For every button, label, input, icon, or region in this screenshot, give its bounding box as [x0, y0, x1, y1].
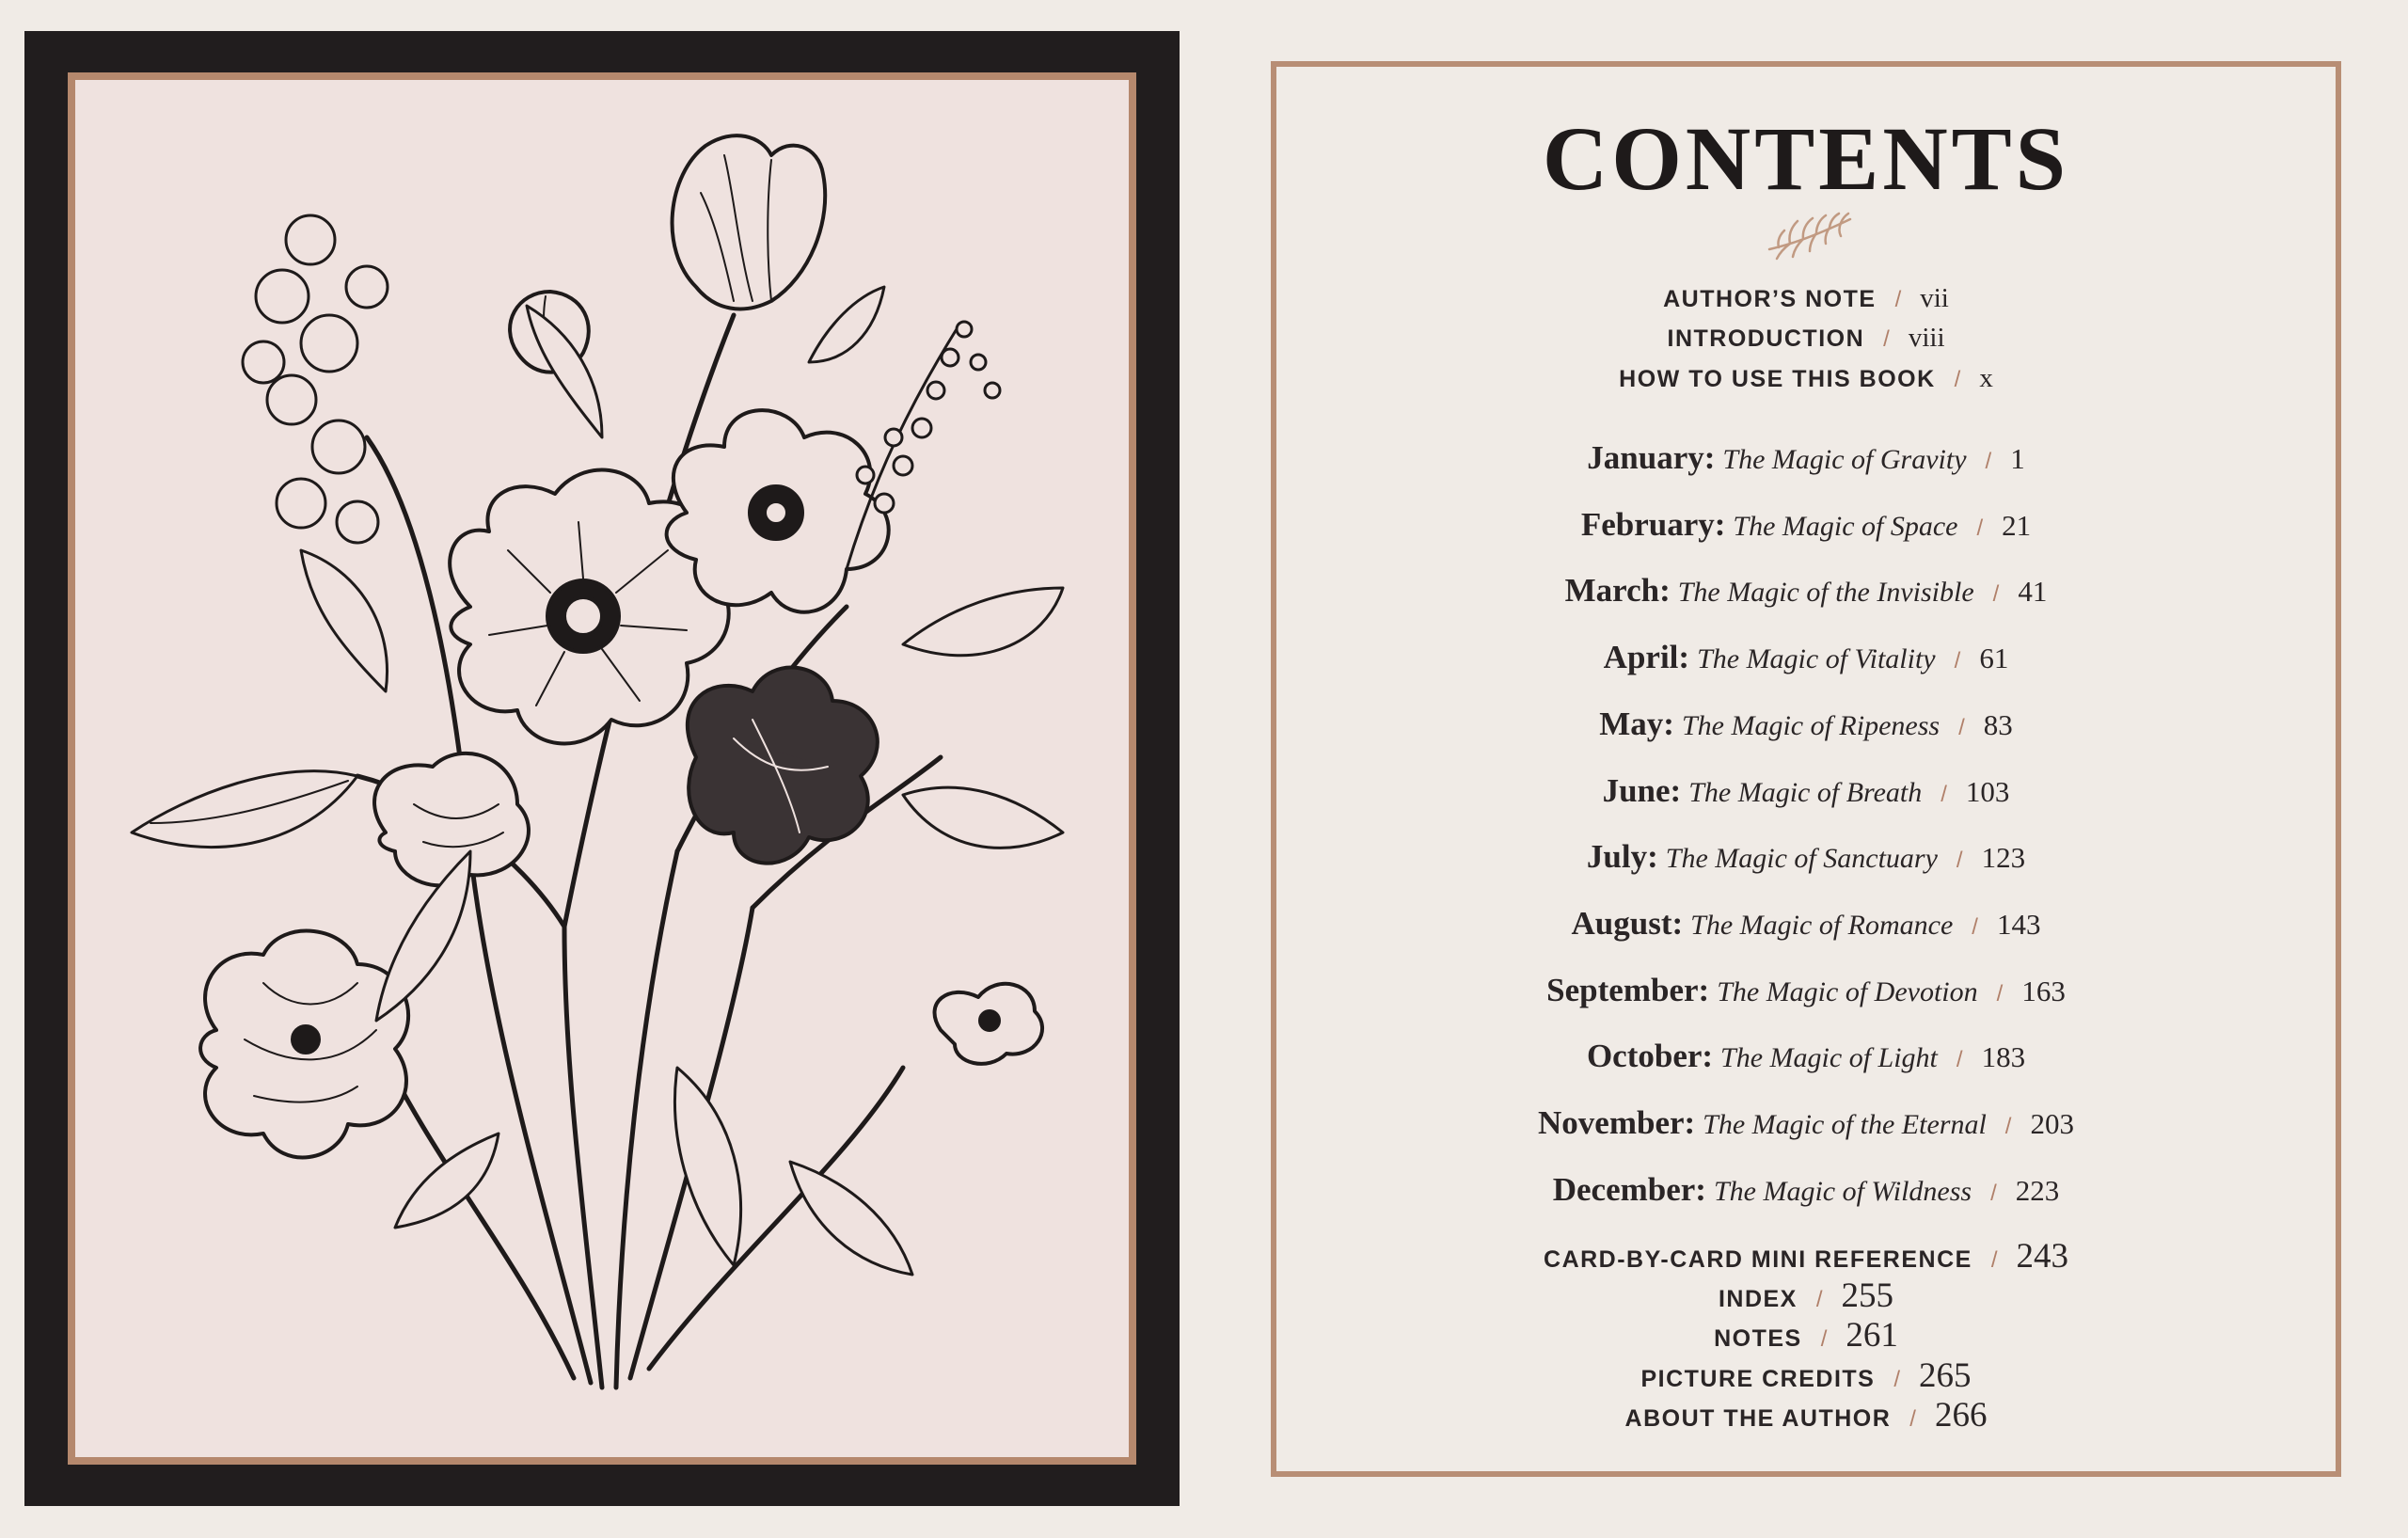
chapter-title: The Magic of Ripeness — [1681, 709, 1941, 741]
toc-separator: / — [1976, 515, 1984, 541]
peony — [200, 931, 408, 1158]
toc-page-number: 261 — [1846, 1316, 1898, 1355]
toc-page-number: 255 — [1841, 1276, 1894, 1315]
toc-entry[interactable] — [1276, 1236, 2336, 1276]
chapter-title: The Magic of Vitality — [1697, 643, 1936, 675]
chapter-title: The Magic of Sanctuary — [1665, 843, 1938, 875]
chapter-month: January: — [1587, 439, 1716, 476]
chapter-month: February: — [1580, 505, 1726, 543]
toc-chapter-entry[interactable] — [1276, 439, 2336, 477]
toc-entry-label: AUTHOR’S NOTE — [1663, 286, 1877, 312]
toc-page-number: 266 — [1934, 1396, 1988, 1435]
toc-entry-label: CARD-BY-CARD MINI REFERENCE — [1544, 1246, 1972, 1273]
chapter-month: March: — [1564, 572, 1671, 610]
contents-page — [1271, 61, 2341, 1477]
toc-entry[interactable] — [1276, 283, 2336, 314]
toc-entry[interactable] — [1276, 363, 2336, 394]
chapter-title: The Magic of the Invisible — [1677, 577, 1974, 609]
toc-separator: / — [1883, 326, 1890, 352]
toc-page-number: 143 — [1996, 907, 2041, 941]
toc-chapter-entry[interactable] — [1276, 905, 2336, 943]
chapter-month: November: — [1538, 1104, 1696, 1141]
chapter-title: The Magic of the Eternal — [1703, 1109, 1987, 1140]
rose-left — [374, 753, 529, 885]
toc-page-number: vii — [1920, 283, 1949, 313]
chapter-title: The Magic of Space — [1733, 510, 1958, 542]
toc-entry-label: ABOUT THE AUTHOR — [1624, 1405, 1892, 1432]
toc-chapter-entry[interactable] — [1276, 772, 2336, 810]
chapter-month: July: — [1586, 838, 1658, 876]
toc-chapter-entry[interactable] — [1276, 838, 2336, 876]
toc-separator: / — [1992, 581, 2000, 608]
chapter-month: June: — [1602, 771, 1682, 809]
toc-entry[interactable] — [1276, 1356, 2336, 1396]
toc-entry[interactable] — [1276, 1395, 2336, 1435]
toc-entry-label: NOTES — [1714, 1325, 1802, 1352]
toc-chapter-entry[interactable] — [1276, 706, 2336, 743]
botanical-bouquet-illustration — [75, 80, 1129, 1457]
page-title: CONTENTS — [1542, 108, 2070, 209]
toc-separator: / — [1894, 287, 1902, 312]
toc-chapter-entry[interactable] — [1276, 972, 2336, 1009]
toc-separator: / — [1956, 848, 1963, 874]
toc-chapter-entry[interactable] — [1276, 1104, 2336, 1142]
toc-separator: / — [2004, 1114, 2012, 1139]
toc-entry-label: INTRODUCTION — [1667, 325, 1865, 352]
toc-separator: / — [1954, 648, 1961, 674]
toc-separator: / — [1958, 714, 1965, 740]
toc-page-number: 123 — [1981, 841, 2026, 875]
toc-page-number: 243 — [2016, 1237, 2068, 1276]
chapter-month: April: — [1603, 639, 1690, 676]
toc-chapter-entry[interactable] — [1276, 572, 2336, 610]
toc-separator: / — [1941, 781, 1947, 807]
toc-page-number: 1 — [2010, 442, 2025, 475]
toc-entry[interactable] — [1276, 1315, 2336, 1356]
toc-separator: / — [1909, 1406, 1916, 1432]
toc-entry-label: HOW TO USE THIS BOOK — [1619, 366, 1936, 392]
chapter-title: The Magic of Romance — [1690, 909, 1954, 941]
chapter-month: August: — [1571, 904, 1684, 942]
chapter-title: The Magic of Devotion — [1717, 975, 1978, 1007]
toc-page-number: 163 — [2021, 974, 2066, 1007]
toc-separator: / — [1972, 913, 1978, 940]
toc-page-number: 183 — [1981, 1040, 2026, 1074]
toc-separator: / — [1893, 1367, 1901, 1392]
toc-page-number: 203 — [2030, 1107, 2074, 1140]
chapter-title: The Magic of Breath — [1688, 776, 1923, 808]
anemone-dark — [688, 668, 878, 864]
toc-separator: / — [1996, 980, 2004, 1007]
tulip — [673, 135, 826, 309]
anemone-right — [667, 410, 889, 612]
toc-page-number: 103 — [1965, 774, 2010, 808]
toc-separator: / — [1985, 449, 1992, 474]
toc-chapter-entry[interactable] — [1276, 506, 2336, 544]
toc-page-number: 265 — [1919, 1356, 1972, 1395]
toc-entry-label: INDEX — [1718, 1286, 1798, 1312]
illustration-panel — [75, 80, 1129, 1457]
chapter-month: May: — [1599, 705, 1674, 742]
toc-entry-label: PICTURE CREDITS — [1640, 1366, 1876, 1392]
toc-page-number: 223 — [2015, 1173, 2060, 1207]
chapter-title: The Magic of Light — [1720, 1042, 1938, 1074]
toc-page-number: viii — [1908, 323, 1945, 353]
toc-page-number: 21 — [2002, 508, 2032, 542]
toc-page-number: x — [1979, 363, 1993, 393]
toc-page-number: 83 — [1983, 707, 2013, 741]
toc-chapter-entry[interactable] — [1276, 1038, 2336, 1075]
toc-chapter-entry[interactable] — [1276, 639, 2336, 676]
chapter-month: December: — [1552, 1170, 1706, 1208]
toc-page-number: 61 — [1979, 642, 2009, 675]
hydrangea-cluster — [243, 215, 388, 543]
toc-separator: / — [1820, 1326, 1828, 1352]
chapter-title: The Magic of Gravity — [1722, 444, 1967, 475]
illustration-mat — [68, 72, 1136, 1465]
toc-entry[interactable] — [1276, 1276, 2336, 1316]
chapter-month: October: — [1586, 1038, 1714, 1075]
chapter-title: The Magic of Wildness — [1713, 1175, 1972, 1207]
chapter-month: September: — [1546, 971, 1710, 1008]
toc-separator: / — [1815, 1287, 1823, 1312]
fern-sprig-icon — [1762, 208, 1856, 261]
toc-separator: / — [1956, 1047, 1963, 1073]
toc-separator: / — [1954, 367, 1961, 392]
toc-page-number: 41 — [2018, 575, 2048, 609]
illustration-page — [24, 31, 1180, 1506]
toc-entry[interactable] — [1276, 323, 2336, 354]
toc-separator: / — [1990, 1247, 1998, 1273]
toc-separator: / — [1990, 1180, 1997, 1206]
flower-small-right — [935, 984, 1043, 1064]
toc-chapter-entry[interactable] — [1276, 1171, 2336, 1209]
